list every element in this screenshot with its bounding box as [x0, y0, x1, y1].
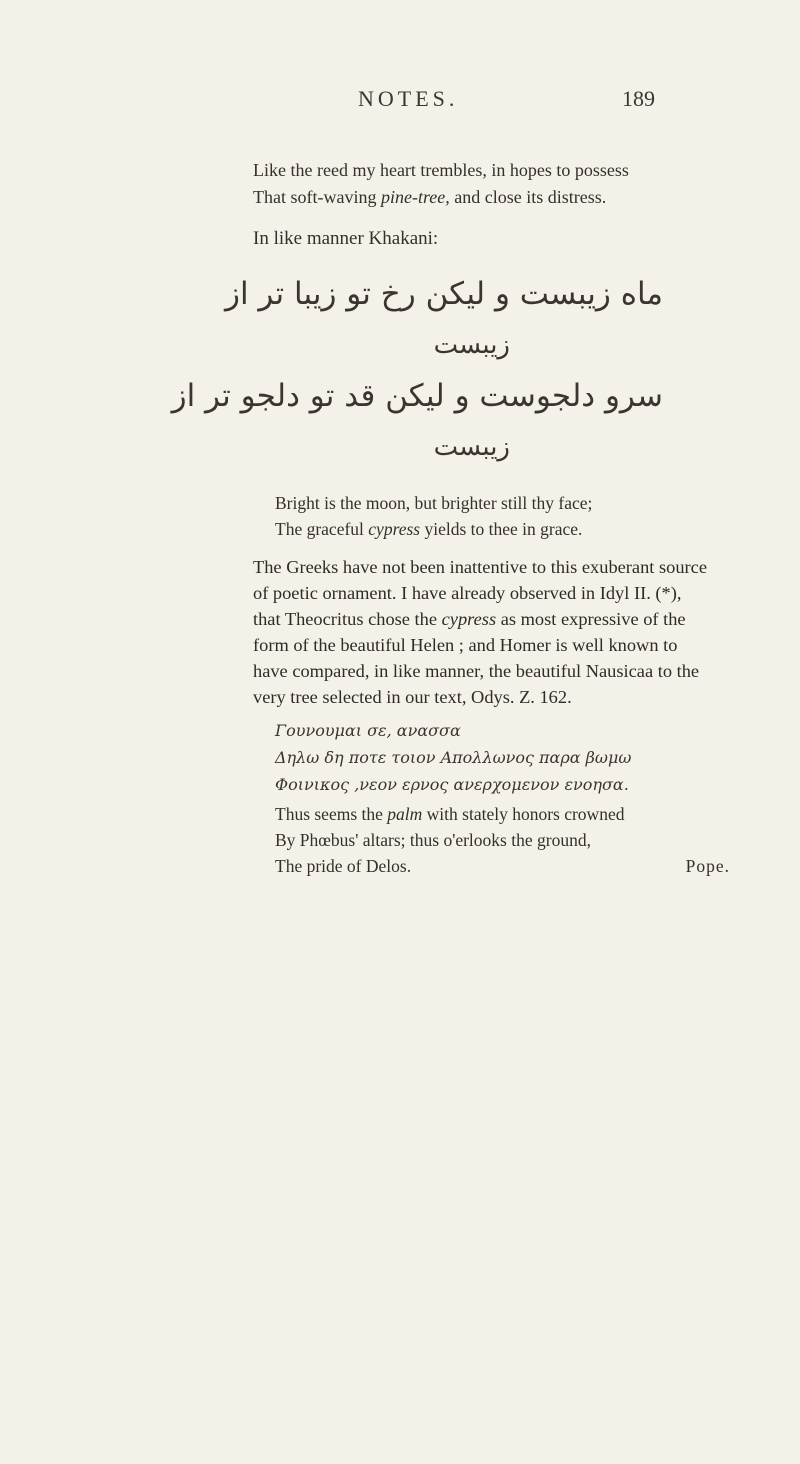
prose-text: that Theocritus chose the — [253, 609, 442, 629]
persian-line-1: ماه زیبست و لیکن رخ تو زیبا تر از — [225, 276, 663, 312]
page-header — [0, 86, 800, 116]
verse-moon — [275, 490, 745, 542]
prose-line: very tree selected in our text, Odys. Z. 162. — [253, 687, 572, 707]
prose-text: as most expressive of the — [496, 609, 686, 629]
verse-reed — [253, 157, 723, 211]
verse-line — [275, 516, 745, 542]
verse-line: Like the reed my heart trembles, in hopes to possess — [253, 160, 629, 180]
prose-line: have compared, in like manner, the beautiful Nausicaa to the — [253, 661, 700, 681]
running-head: NOTES. — [358, 86, 459, 111]
page-number: 189 — [622, 86, 655, 111]
intro-khakani: In like manner Khakani: — [253, 228, 439, 249]
verse-palm — [275, 801, 730, 879]
verse-italic: pine-tree, — [380, 187, 450, 207]
prose-italic: cypress — [441, 609, 497, 629]
prose-line — [253, 606, 725, 632]
verse-line: By Phœbus' altars; thus o'erlooks the ground, — [275, 830, 591, 850]
prose-line: The Greeks have not been inattentive to this exuberant source — [253, 557, 707, 577]
prose-line: of poetic ornament. I have already observed in Idyl II. (*), — [253, 583, 682, 603]
greek-line: Δηλω δη ποτε τοιον Απολλωνος παρα βωμω — [275, 748, 632, 767]
greek-line: Γουνουμαι σε, ανασσα — [275, 721, 461, 740]
verse-italic: cypress — [368, 519, 421, 539]
persian-line-2: سرو دلجوست و لیکن قد تو دلجو تر از — [171, 378, 663, 414]
verse-line: The pride of Delos. — [275, 856, 412, 876]
prose-line: form of the beautiful Helen ; and Homer is well known to — [253, 635, 678, 655]
verse-text: and close its distress. — [449, 187, 607, 207]
verse-italic: palm — [387, 804, 423, 824]
verse-line: Bright is the moon, but brighter still thy face; — [275, 493, 593, 513]
verse-line — [253, 184, 723, 211]
greek-line: Φοινικος ,νεον ερνος ανερχομενον ενοησα. — [275, 775, 629, 794]
verse-text: That soft-waving — [253, 187, 381, 207]
verse-text: The graceful — [275, 519, 369, 539]
author-attribution: Pope. — [685, 856, 730, 876]
persian-line-2-end: زیبست — [433, 432, 510, 462]
prose-paragraph — [253, 554, 725, 710]
persian-line-1-end: زیبست — [433, 330, 510, 360]
verse-text: Thus seems the — [275, 804, 388, 824]
verse-text: with stately honors crowned — [422, 804, 625, 824]
greek-quotation — [275, 717, 631, 798]
verse-text: yields to thee in grace. — [420, 519, 583, 539]
verse-line — [275, 801, 730, 827]
